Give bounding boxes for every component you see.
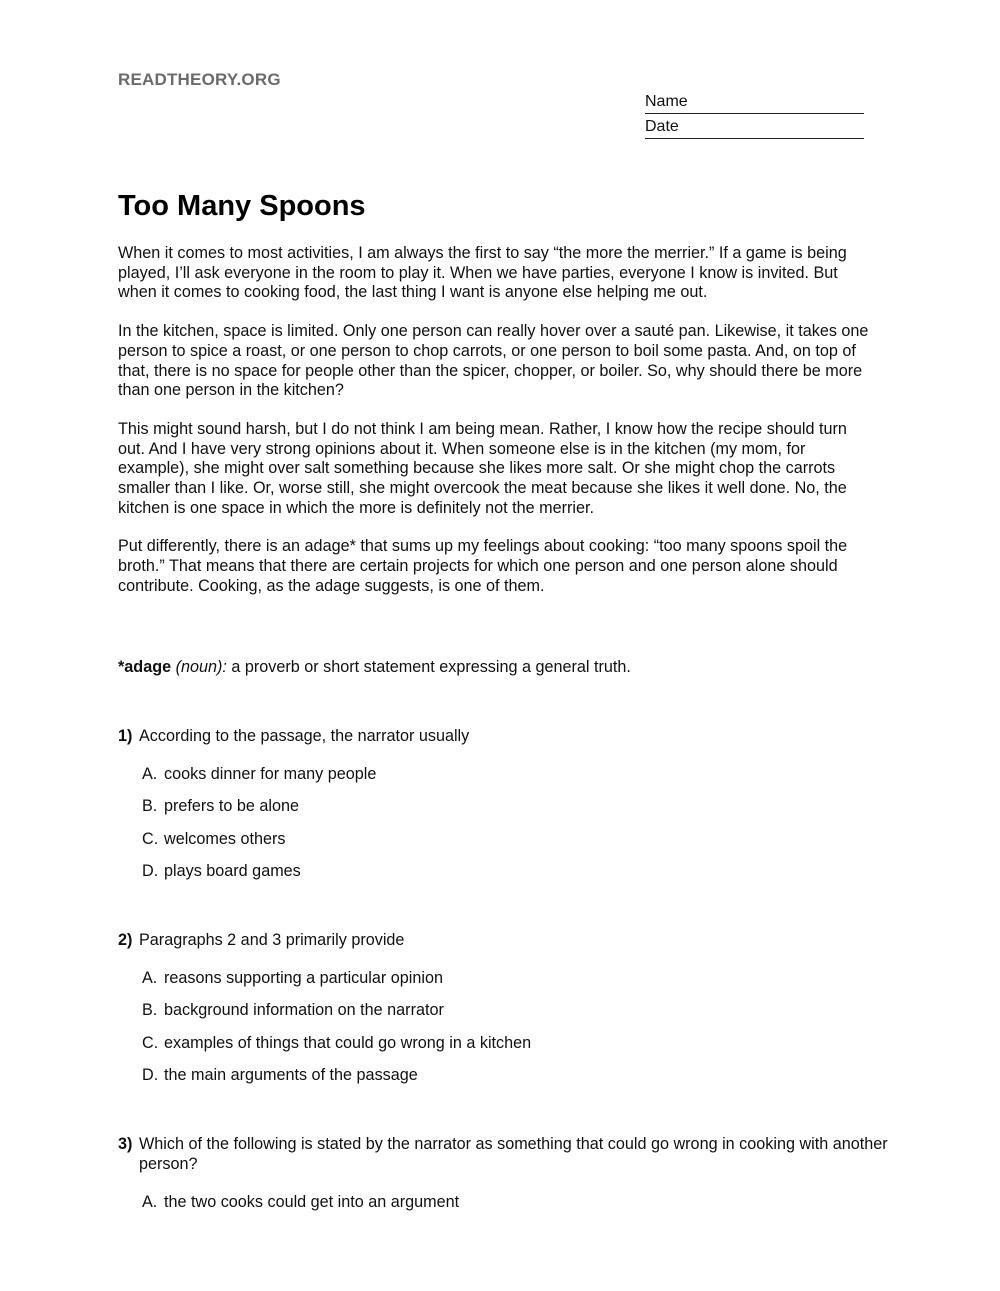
footnote-part-of-speech: (noun): bbox=[175, 658, 227, 676]
answer-options bbox=[118, 968, 888, 1085]
option-text: cooks dinner for many people bbox=[164, 765, 377, 783]
brand-logo-text: READTHEORY.ORG bbox=[118, 70, 281, 89]
name-field[interactable]: Name bbox=[645, 92, 864, 114]
footnote-term: *adage bbox=[118, 658, 172, 676]
option-letter: B. bbox=[142, 797, 158, 816]
question-number: 2) bbox=[118, 931, 133, 949]
question-text: Which of the following is stated by the narrator as something that could go wrong in cooking with another person? bbox=[139, 1135, 888, 1173]
option-letter: C. bbox=[142, 1033, 159, 1052]
adage-footnote bbox=[118, 657, 631, 677]
answer-option[interactable] bbox=[142, 796, 888, 816]
answer-option[interactable] bbox=[142, 1000, 888, 1020]
question-number: 1) bbox=[118, 727, 133, 745]
option-letter: D. bbox=[142, 862, 159, 881]
option-letter: C. bbox=[142, 829, 159, 848]
passage-paragraph-4: Put differently, there is an adage* that sums up my feelings about cooking: “too many spoons spoil the broth.” That means that there are certain projects for which one person and one person alone should contribute. Cooking, as the adage suggests, is one of them. bbox=[118, 537, 848, 595]
answer-option[interactable] bbox=[142, 861, 888, 881]
option-text: examples of things that could go wrong in a kitchen bbox=[164, 1033, 532, 1052]
answer-options bbox=[118, 764, 888, 881]
option-letter: A. bbox=[142, 969, 158, 987]
option-text: prefers to be alone bbox=[164, 797, 299, 816]
question-1 bbox=[118, 726, 888, 894]
question-2 bbox=[118, 930, 888, 1098]
option-letter: B. bbox=[142, 1001, 158, 1020]
passage-paragraph-3: This might sound harsh, but I do not think I am being mean. Rather, I know how the recipe should turn out. And I have very strong opinions about it. When someone else is in the kitchen (my mom, for example), she might over salt something because she likes more salt. Or she might chop the carrots smaller than I like. Or, worse still, she might overcook the meat because she likes it well done. No, the kitchen is one space in which the more is definitely not the merrier. bbox=[118, 419, 847, 517]
passage-paragraph-2: In the kitchen, space is limited. Only one person can really hover over a sauté pan. Likewise, it takes one person to spice a roast, or one person to chop carrots, or one person to boil some pasta. And, on top of that, there is no space for people other than the spicer, chopper, or boiler. So, why should there be more than one person in the kitchen? bbox=[118, 322, 869, 400]
question-stem bbox=[118, 1134, 888, 1174]
answer-option[interactable] bbox=[142, 1065, 888, 1085]
answer-option[interactable] bbox=[142, 968, 888, 988]
passage-paragraph-1: When it comes to most activities, I am always the first to say “the more the merrier.” If a game is being played, I’ll ask everyone in the room to play it. When we have parties, everyone I know is invited. But when it comes to cooking food, the last thing I want is anyone else helping me out. bbox=[118, 244, 847, 302]
question-text: According to the passage, the narrator usually bbox=[139, 727, 470, 745]
option-letter: A. bbox=[142, 765, 158, 783]
answer-option[interactable] bbox=[142, 1033, 888, 1053]
footnote-definition: a proverb or short statement expressing a general truth. bbox=[226, 658, 631, 676]
question-stem bbox=[118, 930, 888, 950]
passage bbox=[118, 244, 878, 616]
option-letter: D. bbox=[142, 1066, 159, 1085]
question-3 bbox=[118, 1134, 888, 1224]
answer-option[interactable] bbox=[142, 829, 888, 849]
page-title: Too Many Spoons bbox=[118, 190, 366, 222]
question-text: Paragraphs 2 and 3 primarily provide bbox=[139, 931, 405, 949]
answer-option[interactable] bbox=[142, 1192, 888, 1212]
answer-options bbox=[118, 1192, 888, 1212]
option-text: plays board games bbox=[164, 862, 301, 881]
answer-option[interactable] bbox=[142, 764, 888, 784]
option-text: the main arguments of the passage bbox=[164, 1066, 418, 1085]
option-letter: A. bbox=[142, 1193, 158, 1211]
question-number: 3) bbox=[118, 1135, 133, 1153]
option-text: background information on the narrator bbox=[164, 1001, 444, 1020]
option-text: welcomes others bbox=[164, 829, 286, 848]
option-text: reasons supporting a particular opinion bbox=[164, 969, 443, 987]
option-text: the two cooks could get into an argument bbox=[164, 1193, 460, 1211]
question-stem bbox=[118, 726, 888, 746]
date-field[interactable]: Date bbox=[645, 117, 864, 139]
